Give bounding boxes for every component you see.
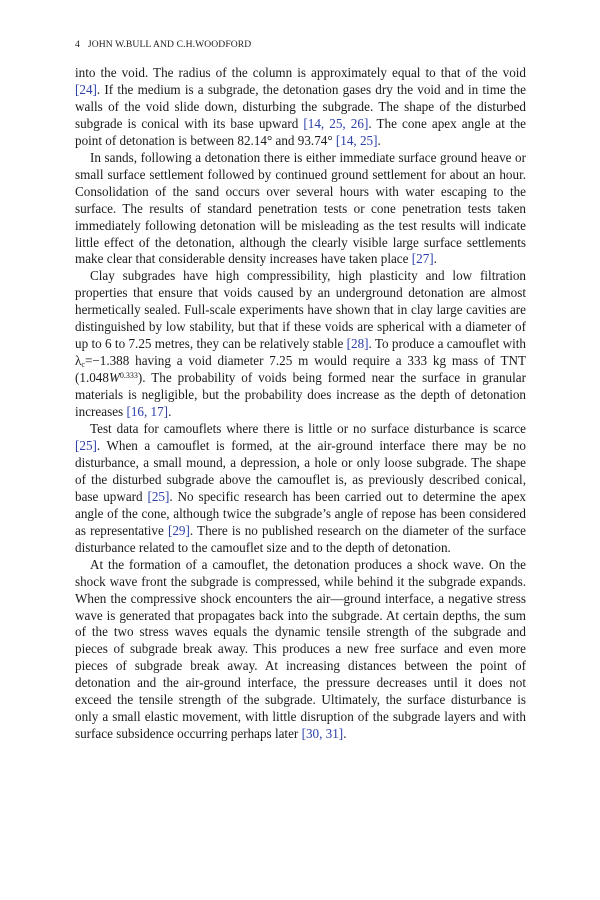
text-run: Clay subgrades have high compressibility, high plasticity and low filtration properties that ensure that voids caused by an underground detonation are almost hermetically sealed. Full-scale experiments have shown that in clay large cavities are distinguished by low stability, but that if these voids are spherical with a diameter of up to 6 to 7.25 metres, they can be relatively stable xyxy=(75,268,526,352)
subscript: c xyxy=(81,360,85,370)
page-number: 4 xyxy=(75,39,80,50)
paragraph xyxy=(75,65,526,150)
running-head xyxy=(75,39,251,50)
superscript: 0.333 xyxy=(119,371,138,381)
text-run: into the void. The radius of the column is approximately equal to that of the void xyxy=(75,65,526,80)
citation-link[interactable]: [27] xyxy=(411,251,434,267)
paragraph xyxy=(75,150,526,269)
citation-link[interactable]: [14, 25] xyxy=(335,132,378,148)
text-run: ). The probability of voids being formed near the surface in granular materials is negligible, but the probability does increase as the depth of detonation increases xyxy=(75,370,526,420)
text-run: . xyxy=(168,404,172,420)
text-run: At the formation of a camouflet, the detonation produces a shock wave. On the shock wave front the subgrade is compressed, while behind it the subgrade expands. When the compressive shock encounters the air—ground interface, a negative stress wave is generated that propagates back into the subgrade. At certain depths, the sum of the two stress waves equals the dynamic tensile strength of the subgrade and pieces of subgrade break away. This produces a new free surface and even more pieces of subgrade break away. At increasing distances between the point of detonation and the air-ground interface, the pressure decreases until it does not exceed the tensile strength of the subgrade. Ultimately, the surface disturbance is only a small elastic movement, with little disruption of the subgrade layers and with surface subsidence occurring perhaps later xyxy=(75,556,526,742)
text-run: . xyxy=(343,726,347,742)
text-run: . When a camouflet is formed, at the air-ground interface there may be no disturbance, a small mound, a depression, a hole or only loose subgrade. The shape of the disturbed subgrade above the camouflet is, as previously described conical, base upward xyxy=(75,437,526,504)
citation-link[interactable]: [14, 25, 26] xyxy=(303,115,369,131)
citation-link[interactable]: [25] xyxy=(147,488,170,504)
text-run: =−1.388 having a void diameter 7.25 m would require a 333 kg mass of TNT (1.048 xyxy=(75,353,526,386)
citation-link[interactable]: [28] xyxy=(346,336,369,352)
body-text xyxy=(75,65,526,743)
citation-link[interactable]: [25] xyxy=(75,437,97,453)
citation-link[interactable]: [24] xyxy=(75,81,97,97)
text-run: . To produce a camouflet with λ xyxy=(75,336,526,369)
paragraph xyxy=(75,421,526,557)
citation-link[interactable]: [30, 31] xyxy=(301,726,344,742)
italic-text: W xyxy=(108,370,120,386)
text-run: . If the medium is a subgrade, the detonation gases dry the void and in time the walls of the void slide down, disturbing the subgrade. The shape of the disturbed subgrade is conical with its base upward xyxy=(75,81,526,131)
citation-link[interactable]: [29] xyxy=(167,522,190,538)
text-run: In sands, following a detonation there is either immediate surface ground heave or small surface settlement followed by continued ground settlement for about an hour. Consolidation of the sand occurs over several hours with water escaping to the surface. The results of standard penetration tests or cone penetration tests taken immediately following detonation will be misleading as the test results will indicate little effect of the detonation, although the clearly visible large surface settlements make clear that considerable density increases have taken place xyxy=(75,149,526,267)
citation-link[interactable]: [16, 17] xyxy=(126,404,169,420)
paragraph xyxy=(75,268,526,421)
text-run: Test data for camouflets where there is little or no surface disturbance is scarce xyxy=(90,421,526,437)
text-run: . The cone apex angle at the point of detonation is between 82.14° and 93.74° xyxy=(75,115,526,148)
paragraph xyxy=(75,557,526,743)
text-run: . There is no published research on the diameter of the surface disturbance related to the camouflet size and to the depth of detonation. xyxy=(75,522,526,555)
text-run: . No specific research has been carried out to determine the apex angle of the cone, although twice the subgrade’s angle of repose has been considered as representative xyxy=(75,488,526,538)
text-run: . xyxy=(433,251,437,267)
text-run: . xyxy=(377,132,381,148)
running-head-authors: JOHN W.BULL AND C.H.WOODFORD xyxy=(87,39,252,50)
